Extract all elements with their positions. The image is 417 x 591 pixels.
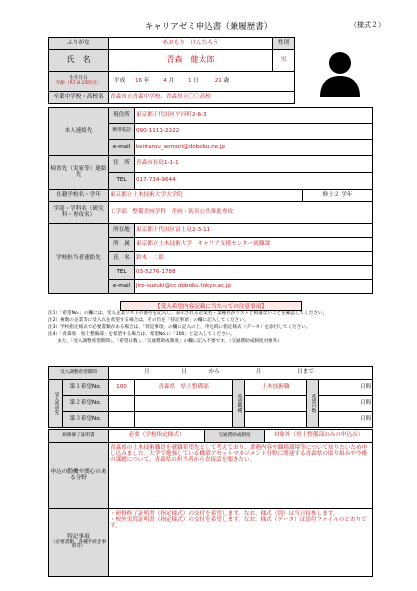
note-item: 注3）学校指定様式で必要書類がある場合は、「特記事項」の欄に記入の上、申込時に指定様式（データ）を添付してください。 xyxy=(48,324,311,330)
request-3-company[interactable] xyxy=(135,412,233,428)
school-table xyxy=(48,189,373,294)
dept-value[interactable]: 工学部 整備企画学科 企画・防災公共推進専攻 xyxy=(109,202,373,224)
school-contact-label: 学校担当者連絡先 xyxy=(49,224,109,294)
school-org-value[interactable]: 東京都立土木技術大学 キャリア支援センター就職課 xyxy=(135,238,373,252)
birth-year-unit: 年 xyxy=(143,77,150,84)
school-person-label: 氏 名 xyxy=(109,252,135,266)
motive-remarks-table xyxy=(48,442,373,577)
request-2-company[interactable] xyxy=(135,396,233,412)
school-person-value[interactable]: 鈴木 二郎 xyxy=(135,252,373,266)
birth-year: 16 xyxy=(134,77,143,84)
enroll-value[interactable]: 東京都立土木技術大学大学院 xyxy=(109,190,303,202)
period-to-month-unit: 月 xyxy=(255,369,262,376)
request-3-label: 第３希望No. xyxy=(63,412,109,428)
period-from-month-unit: 月 xyxy=(144,369,150,376)
home-tel-label: TEL xyxy=(109,173,135,190)
form-number: （様式２） xyxy=(350,21,385,29)
school-loc-label: 所在地 xyxy=(109,224,135,238)
remarks-line: ・校外実習証明書（指定様式）の交付を希望します。なお、様式（データ）は添付ファイルのとおりです。 xyxy=(110,516,367,529)
request-1-label: 第１希望No. xyxy=(63,380,109,396)
request-2-days[interactable]: 日間 xyxy=(319,396,373,412)
request-3-no[interactable] xyxy=(109,412,135,428)
request-1-days[interactable]: 日間 xyxy=(319,380,373,396)
address-label: 現住所 xyxy=(109,108,135,124)
home-address-value[interactable]: 青森市長島1-1-1 xyxy=(135,156,373,173)
school-loc-value[interactable]: 東京都千代田区富士見2-3-11 xyxy=(135,224,373,238)
remarks-label: 特記事項 xyxy=(67,533,90,540)
request-2-label: 第２希望No. xyxy=(63,396,109,412)
request-1-job[interactable]: 土木技術職 xyxy=(245,380,307,396)
school-history-label: 卒業中学校・高校名 xyxy=(49,92,109,104)
enroll-label: 在籍学校名・学年 xyxy=(49,190,109,202)
training-label: 研修修了証明書 xyxy=(49,430,109,443)
request-2-no[interactable] xyxy=(109,396,135,412)
notes-heading: 【受入希望内容記載に当たっての注意事項】 xyxy=(120,301,302,311)
mobile-value[interactable]: 090-1111-2222 xyxy=(135,124,373,140)
period-to-text: 日まで xyxy=(297,369,314,376)
days-label: 希望日数 xyxy=(307,380,319,428)
motive-label: 申込の動機や関心のある分野 xyxy=(49,443,109,509)
note-item: 注4）「青森県 県土整備部」を希望する場合は、希望No.に「100」と記入してください。 xyxy=(48,331,235,337)
birth-day: 1 xyxy=(188,77,192,84)
self-contact-label: 本人連絡先 xyxy=(49,108,109,156)
request-table xyxy=(48,366,373,428)
birth-label-line2: 年齢（R7.8.25時点） xyxy=(55,80,102,86)
home-address-label: 住 所 xyxy=(109,156,135,173)
age-value: 21 xyxy=(214,77,222,84)
remarks-label-cell xyxy=(49,509,109,577)
dept-label: 学部・学科名（研究科・専攻名） xyxy=(49,202,109,224)
transport-value[interactable]: 対象外（県土整備部のみの申込み） xyxy=(265,430,373,443)
period-field[interactable] xyxy=(109,367,373,380)
furigana-value[interactable]: あおもり けんたろう xyxy=(109,38,273,50)
remarks-field[interactable] xyxy=(109,509,373,577)
school-org-label: 所 属 xyxy=(109,238,135,252)
gender-value[interactable]: 男 xyxy=(273,50,295,72)
email-label: e-mail xyxy=(109,140,135,156)
training-table xyxy=(48,429,373,443)
birth-label xyxy=(49,72,109,92)
name-label: 氏 名 xyxy=(49,50,109,72)
avatar-silhouette-icon xyxy=(316,45,364,97)
birth-era: 平成 xyxy=(114,77,126,84)
birth-label-line1: 生年月日 xyxy=(69,75,88,81)
request-3-job[interactable] xyxy=(245,412,307,428)
personal-info-table xyxy=(48,37,373,104)
school-tel-label: TEL xyxy=(109,266,135,280)
age-unit: 歳 xyxy=(223,77,230,84)
notes-list xyxy=(48,311,372,345)
home-contact-label: 帰省先（実家等）連絡先 xyxy=(49,156,109,190)
request-2-job[interactable] xyxy=(245,396,307,412)
grade-value[interactable]: 修士２ 学年 xyxy=(303,190,373,202)
birth-date-field[interactable] xyxy=(109,72,295,92)
note-item: 注2）複数の企業等に受入れを希望する場合は、その旨を「特記事項」の欄に記入してください。 xyxy=(48,317,249,323)
home-tel-value[interactable]: 017-734-9644 xyxy=(135,173,373,190)
school-mail-value[interactable]: jiro-suzuki@cc.doboku.tokyo.ac.jp xyxy=(135,280,373,294)
gender-label: 性別 xyxy=(273,38,295,50)
training-value[interactable]: 必要（学校指定様式） xyxy=(109,430,205,443)
period-label: 受入調整希望期間 xyxy=(49,367,109,380)
birth-month-unit: 月 xyxy=(168,77,175,84)
email-value[interactable]: kentarou_aomori@doboku.ne.jp xyxy=(135,140,373,156)
school-mail-label: e-mail xyxy=(109,280,135,294)
photo-area xyxy=(307,45,373,97)
name-value[interactable]: 青森 健太郎 xyxy=(109,50,273,72)
request-3-days[interactable]: 日間 xyxy=(319,412,373,428)
transport-label: 交通費助成制度 xyxy=(205,430,265,443)
remarks-sub-label: （必要書類、各種手続き事項等） xyxy=(50,539,107,550)
job-label: 希望職種 xyxy=(233,380,245,428)
mobile-label: 携帯電話 xyxy=(109,124,135,140)
note-item: 注1）「希望No.」の欄には、受入企業リストの番号を記入し、表示される企業名・業種名がリストと相違ないことを確認してください。 xyxy=(48,311,328,316)
contact-table xyxy=(48,107,373,190)
furigana-label: ふりがな xyxy=(49,38,109,50)
school-tel-value[interactable]: 03-5276-1788 xyxy=(135,266,373,280)
address-value[interactable]: 東京都千代田区平河町2-6-3 xyxy=(135,108,373,124)
period-from-day-unit: 日 xyxy=(181,369,188,376)
period-from-text: から xyxy=(208,369,220,376)
request-side-label: 受入希望先 xyxy=(49,380,63,428)
school-history-value[interactable]: 青森市立青森中学校、青森県立〇〇高校 xyxy=(109,92,295,104)
motive-text[interactable]: 青森県の土木技術職員を就職希望先として考えており、業務内容や職場環境等について知りたいため申し込みました。大学で勉強している橋梁アセットマネジメント分野に関連する青森県の取り組みや今後の課題について、青森県の担当者から直接話を聞きたい。 xyxy=(109,443,373,509)
request-1-no[interactable]: 100 xyxy=(109,380,135,396)
note-item: また、「受入調整希望期間」、「希望日数」、「交通費助成制度」の欄に記入不要です。（交通費助成制度対象外） xyxy=(48,338,282,344)
birth-day-unit: 日 xyxy=(193,77,199,84)
birth-month: 4 xyxy=(163,77,167,84)
remarks-line: ・研修修了証明書（指定様式）の交付を希望します。なお、様式（別）は当日持参します。 xyxy=(110,511,339,517)
request-1-company[interactable]: 青森県 県土整備部 xyxy=(135,380,233,396)
form-title: キャリアゼミ申込書（兼履歴書） xyxy=(144,22,273,32)
